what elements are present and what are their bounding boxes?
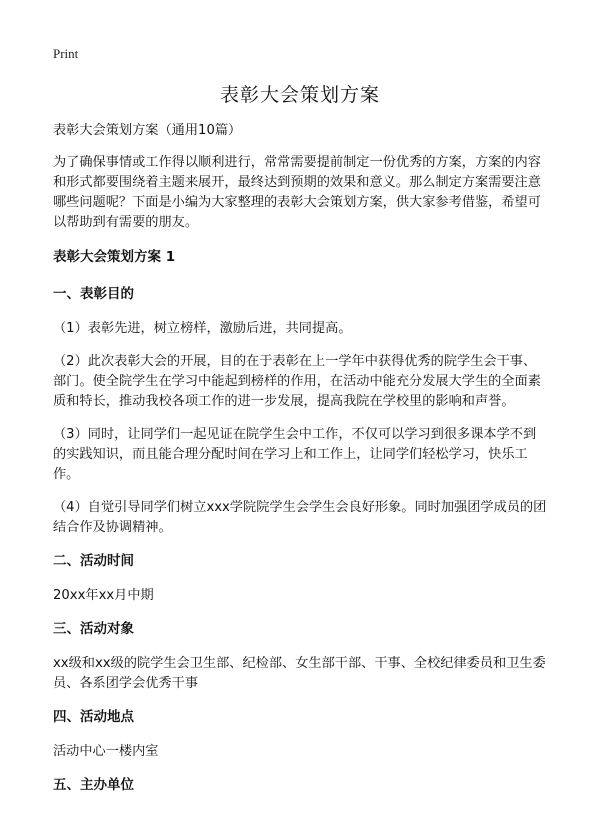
section-paragraph: 20xx年xx月中期 bbox=[53, 588, 154, 603]
section-heading: 五、主办单位 bbox=[53, 777, 134, 793]
section-paragraph: （2）此次表彰大会的开展，目的在于表彰在上一学年中获得优秀的院学生会干事、部门。使全院学生在学习中能起到榜样的作用，在活动中能充分发展大学生的全面素质和特长，推动我校各项工作的进一步发展，提高我院在学校里的影响和声誉。 bbox=[53, 354, 541, 409]
section-heading: 一、表彰目的 bbox=[53, 286, 134, 302]
plan-heading: 表彰大会策划方案 1 bbox=[53, 249, 176, 265]
section-paragraph: （4）自觉引导同学们树立xxx学院院学生会学生会良好形象。同时加强团学成员的团结合作及协调精神。 bbox=[53, 500, 547, 535]
document-body bbox=[53, 121, 548, 810]
page-title: 表彰大会策划方案 bbox=[219, 84, 380, 106]
section-paragraph: xx级和xx级的院学生会卫生部、纪检部、女生部干部、干事、全校纪律委员和卫生委员、各系团学会优秀干事 bbox=[53, 656, 546, 691]
section-heading: 三、活动对象 bbox=[53, 621, 134, 637]
print-link[interactable]: Print bbox=[53, 46, 79, 61]
section-paragraph: （3）同时，让同学们一起见证在院学生会中工作，不仅可以学习到很多课本学不到的实践知识，而且能合理分配时间在学习上和工作上，让同学们轻松学习，快乐工作。 bbox=[53, 427, 537, 482]
section-paragraph: 活动中心一楼内室 bbox=[53, 744, 159, 759]
document-subtitle: 表彰大会策划方案（通用10篇） bbox=[53, 123, 242, 138]
intro-paragraph: 为了确保事情或工作得以顺利进行，常常需要提前制定一份优秀的方案，方案的内容和形式都要围绕着主题来展开，最终达到预期的效果和意义。那么制定方案需要注意哪些问题呢？下面是小编为大家整理的表彰大会策划方案，供大家参考借鉴，希望可以帮助到有需要的朋友。 bbox=[53, 155, 541, 230]
section-paragraph: （1）表彰先进，树立榜样，激励后进，共同提高。 bbox=[53, 321, 352, 336]
section-heading: 四、活动地点 bbox=[53, 709, 134, 725]
section-heading: 二、活动时间 bbox=[53, 553, 134, 569]
